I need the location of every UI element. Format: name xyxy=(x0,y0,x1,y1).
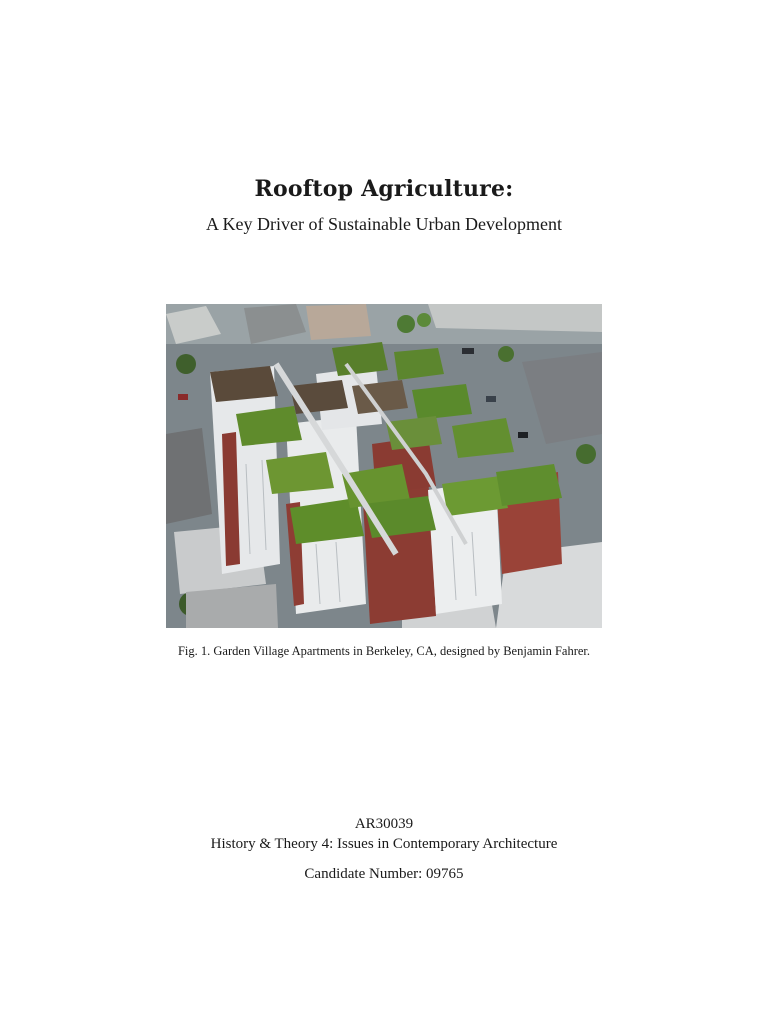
document-title: Rooftop Agriculture: xyxy=(254,176,514,202)
figure-caption: Fig. 1. Garden Village Apartments in Berkeley, CA, designed by Benjamin Fahrer. xyxy=(177,644,591,658)
course-name: History & Theory 4: Issues in Contemporary Architecture xyxy=(210,836,558,852)
document-subtitle: A Key Driver of Sustainable Urban Development xyxy=(206,214,562,234)
cover-photo xyxy=(166,304,602,628)
aerial-photo-illustration xyxy=(166,304,602,628)
course-code: AR30039 xyxy=(354,816,414,832)
candidate-number: Candidate Number: 09765 xyxy=(304,866,464,882)
